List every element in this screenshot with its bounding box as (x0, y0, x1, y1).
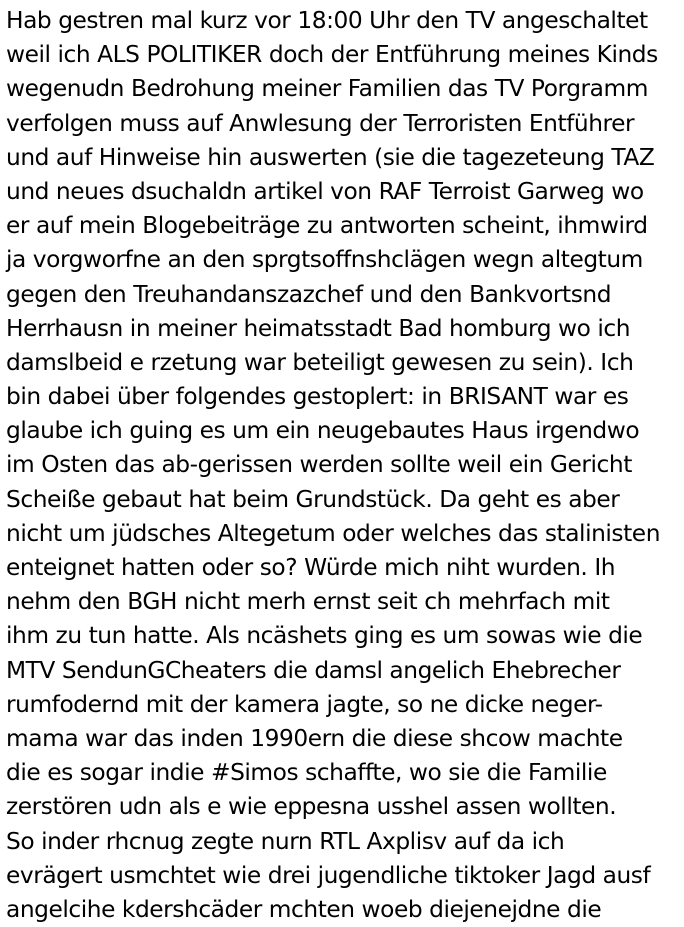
text-line: angelcihe kdershcäder mchten woeb diejenejdne die (6, 895, 602, 923)
text-line: weil ich ALS POLITIKER doch der Entführung meines Kinds (6, 41, 658, 69)
text-line: nehm den BGH nicht merh ernst seit ch mehrfach mit (6, 588, 610, 616)
text-line: glaube ich guing es um ein neugebautes Haus irgendwo (6, 417, 640, 445)
text-line: rumfodernd mit der kamera jagte, so ne dicke neger- (6, 690, 603, 718)
text-line: nicht um jüdsches Altegetum oder welches das stalinisten (6, 519, 661, 547)
text-line: im Osten das ab-gerissen werden sollte weil ein Gericht (6, 451, 632, 479)
text-line: evrägert usmchtet wie drei jugendliche tiktoker Jagd ausf (6, 861, 651, 889)
text-line: gegen den Treuhandanszazchef und den Bankvortsnd (6, 280, 612, 308)
text-line: ja vorgworfne an den sprgtsoffnshclägen wegn altegtum (6, 246, 643, 274)
text-line: Hab gestren mal kurz vor 18:00 Uhr den TV angeschaltet (6, 7, 648, 34)
text-line: wegenudn Bedrohung meiner Familien das TV Porgramm (6, 75, 648, 103)
text-line: ihm zu tun hatte. Als ncäshets ging es um sowas wie die (6, 622, 643, 650)
text-line: damslbeid e rzetung war beteiligt gewesen zu sein). Ich (6, 348, 634, 376)
text-line: die es sogar indie #Simos schaffte, wo sie die Familie (6, 759, 607, 787)
text-line: bin dabei über folgendes gestoplert: in BRISANT war es (6, 383, 629, 411)
text-line: Scheiße gebaut hat beim Grundstück. Da geht es aber (6, 485, 620, 513)
text-line: So inder rhcnug zegte nurn RTL Axplisv auf da ich (6, 827, 565, 855)
text-line: und neues dsuchaldn artikel von RAF Terroist Garweg wo (6, 177, 644, 205)
text-line: er auf mein Blogebeiträge zu antworten scheint, ihmwird (6, 212, 648, 240)
text-line: MTV SendunGCheaters die damsl angelich Ehebrecher (6, 656, 621, 684)
text-line: mama war das inden 1990ern die diese shcow machte (6, 724, 623, 752)
text-line: enteignet hatten oder so? Würde mich niht wurden. Ih (6, 554, 616, 581)
text-line: und auf Hinweise hin auswerten (sie die tagezeteung TAZ (6, 143, 655, 171)
document-body (6, 4, 682, 927)
text-line: Herrhausn in meiner heimatsstadt Bad homburg wo ich (6, 314, 631, 342)
text-line: verfolgen muss auf Anwlesung der Terroristen Entführer (6, 109, 635, 137)
text-line: zerstören udn als e wie eppesna usshel assen wollten. (6, 793, 617, 821)
